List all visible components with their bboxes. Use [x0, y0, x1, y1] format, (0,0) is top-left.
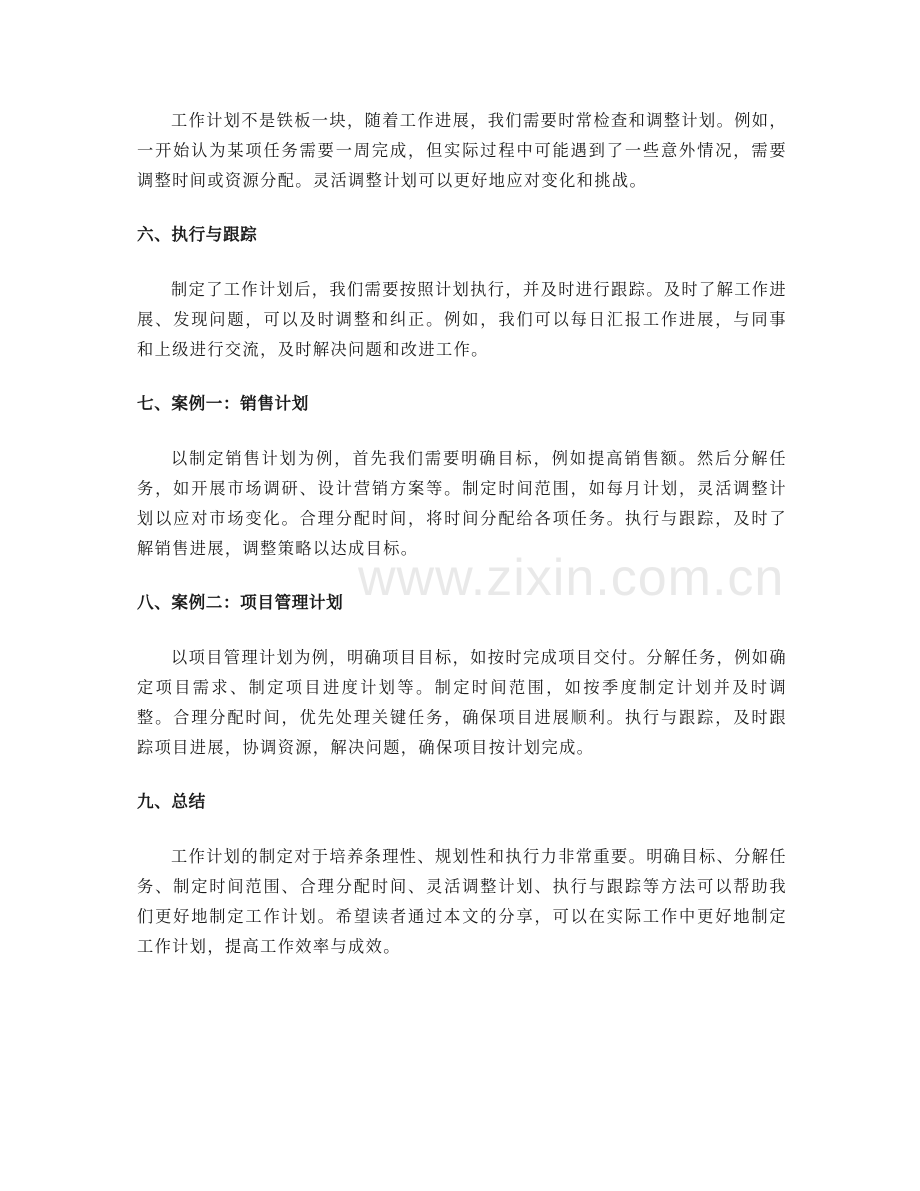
paragraph-project-plan: 以项目管理计划为例，明确项目目标，如按时完成项目交付。分解任务，例如确定项目需求、制定项目进度计划等。制定时间范围，如按季度制定计划并及时调整。合理分配时间，优先处理关键任务，确保项目进展顺利。执行与跟踪，及时跟踪项目进展，协调资源，解决问题，确保项目按计划完成。: [137, 648, 787, 757]
paragraph-execution-tracking: 制定了工作计划后，我们需要按照计划执行，并及时进行跟踪。及时了解工作进展、发现问题，可以及时调整和纠正。例如，我们可以每日汇报工作进展，与同事和上级进行交流，及时解决问题和改进工作。: [137, 280, 787, 359]
paragraph-plan-adjustment: 工作计划不是铁板一块，随着工作进展，我们需要时常检查和调整计划。例如，一开始认为某项任务需要一周完成，但实际过程中可能遇到了一些意外情况，需要调整时间或资源分配。灵活调整计划可以更好地应对变化和挑战。: [137, 111, 787, 190]
section-heading-6: 六、执行与跟踪: [137, 225, 258, 244]
section-heading-7: 七、案例一：销售计划: [137, 394, 309, 413]
paragraph-sales-plan: 以制定销售计划为例，首先我们需要明确目标，例如提高销售额。然后分解任务，如开展市场调研、设计营销方案等。制定时间范围，如每月计划，灵活调整计划以应对市场变化。合理分配时间，将时间分配给各项任务。执行与跟踪，及时了解销售进展，调整策略以达成目标。: [137, 449, 787, 558]
document-body: [137, 106, 787, 962]
section-heading-9: 九、总结: [137, 792, 206, 811]
section-heading-8: 八、案例二：项目管理计划: [137, 593, 344, 612]
paragraph-summary: 工作计划的制定对于培养条理性、规划性和执行力非常重要。明确目标、分解任务、制定时间范围、合理分配时间、灵活调整计划、执行与跟踪等方法可以帮助我们更好地制定工作计划。希望读者通过本文的分享，可以在实际工作中更好地制定工作计划，提高工作效率与成效。: [137, 847, 787, 956]
watermark-text: www.zixin.com.cn: [358, 549, 785, 607]
